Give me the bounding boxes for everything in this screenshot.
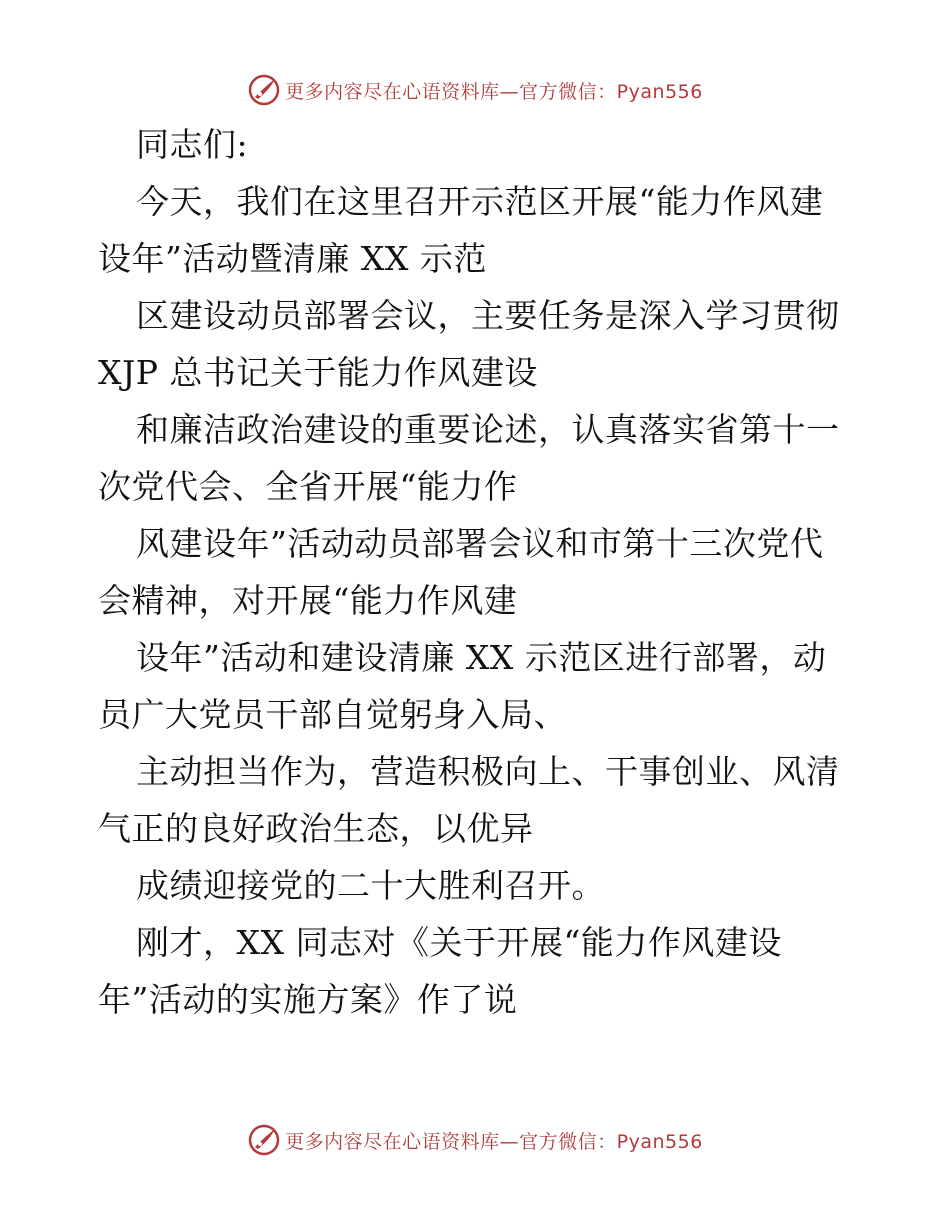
header-banner-text: 更多内容尽在心语资料库—官方微信：Pyan556 [285, 80, 703, 103]
paragraph-line: 年”活动的实施方案》作了说 [98, 980, 518, 1019]
paragraph-line: 风建设年”活动动员部署会议和市第十三次党代 [136, 524, 824, 563]
paragraph-line: 成绩迎接党的二十大胜利召开。 [136, 866, 605, 905]
paragraph-line: 同志们: [136, 125, 249, 164]
paragraph-line: 设年”活动暨清廉 XX 示范 [98, 239, 487, 278]
quill-logo-icon [247, 73, 281, 107]
paragraph-line: 主动担当作为，营造积极向上、干事创业、风清 [136, 752, 840, 791]
paragraph-line: 气正的良好政治生态，以优异 [98, 809, 534, 848]
paragraph-line: 员广大党员干部自觉躬身入局、 [98, 695, 567, 734]
paragraph-line: 区建设动员部署会议，主要任务是深入学习贯彻 [136, 296, 840, 335]
paragraph-line: 和廉洁政治建设的重要论述，认真落实省第十一 [136, 410, 840, 449]
header-banner [0, 70, 950, 110]
paragraph-line: 刚才，XX 同志对《关于开展“能力作风建设 [136, 923, 782, 962]
quill-logo-icon [247, 1123, 281, 1157]
footer-banner [0, 1120, 950, 1160]
paragraph-line: 今天，我们在这里召开示范区开展“能力作风建 [136, 182, 824, 221]
paragraph-line: 次党代会、全省开展“能力作 [98, 467, 518, 506]
paragraph-line: 会精神，对开展“能力作风建 [98, 581, 518, 620]
footer-banner-text: 更多内容尽在心语资料库—官方微信：Pyan556 [285, 1130, 703, 1153]
paragraph-line: 设年”活动和建设清廉 XX 示范区进行部署，动 [136, 638, 827, 677]
paragraph-line: XJP 总书记关于能力作风建设 [98, 353, 538, 392]
